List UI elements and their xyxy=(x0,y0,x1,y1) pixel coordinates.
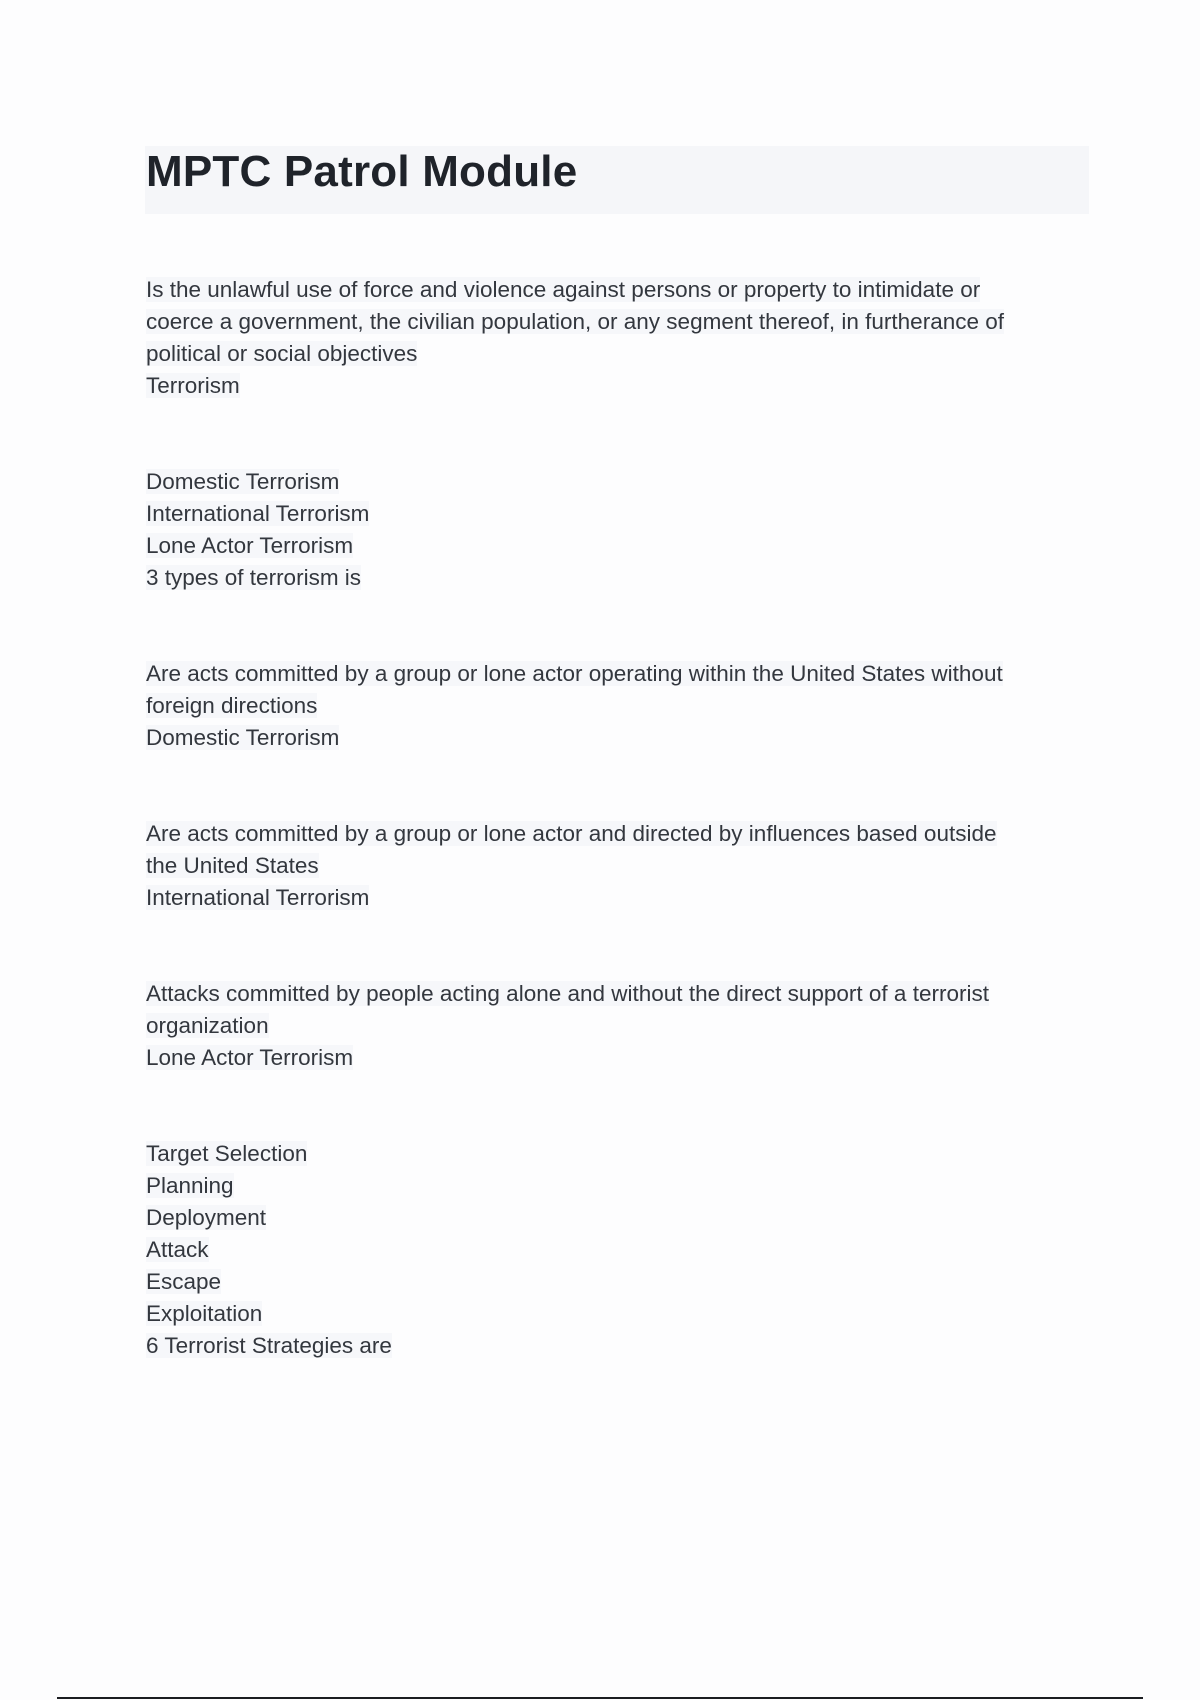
card-line: Are acts committed by a group or lone actor and directed by influences based outside xyxy=(146,821,997,846)
card-answer: Lone Actor Terrorism xyxy=(146,1045,354,1070)
card-line: organization xyxy=(146,1013,269,1038)
card-line: the United States xyxy=(146,853,319,878)
card-line: Domestic Terrorism xyxy=(146,469,340,494)
card-answer: Terrorism xyxy=(146,373,240,398)
page-title: MPTC Patrol Module xyxy=(146,147,578,196)
flashcard xyxy=(146,658,1086,754)
page-bottom-rule xyxy=(57,1697,1143,1699)
card-answer: 3 types of terrorism is xyxy=(146,565,362,590)
card-line: Is the unlawful use of force and violence against persons or property to intimidate or xyxy=(146,277,981,302)
card-line: Attacks committed by people acting alone and without the direct support of a terrorist xyxy=(146,981,989,1006)
flashcard xyxy=(146,1138,1086,1362)
card-answer: International Terrorism xyxy=(146,885,370,910)
card-line: political or social objectives xyxy=(146,341,418,366)
flashcard-list xyxy=(146,274,1086,1426)
flashcard xyxy=(146,818,1086,914)
card-line: Are acts committed by a group or lone actor operating within the United States without xyxy=(146,661,1003,686)
card-answer: 6 Terrorist Strategies are xyxy=(146,1333,392,1358)
flashcard xyxy=(146,978,1086,1074)
card-line: International Terrorism xyxy=(146,501,370,526)
card-line: Deployment xyxy=(146,1205,267,1230)
card-line: foreign directions xyxy=(146,693,318,718)
card-answer: Domestic Terrorism xyxy=(146,725,340,750)
card-line: coerce a government, the civilian population, or any segment thereof, in furtherance of xyxy=(146,309,1004,334)
card-line: Planning xyxy=(146,1173,234,1198)
card-line: Exploitation xyxy=(146,1301,263,1326)
card-line: Target Selection xyxy=(146,1141,308,1166)
card-line: Lone Actor Terrorism xyxy=(146,533,354,558)
flashcard xyxy=(146,466,1086,594)
flashcard xyxy=(146,274,1086,402)
card-line: Escape xyxy=(146,1269,222,1294)
card-line: Attack xyxy=(146,1237,209,1262)
